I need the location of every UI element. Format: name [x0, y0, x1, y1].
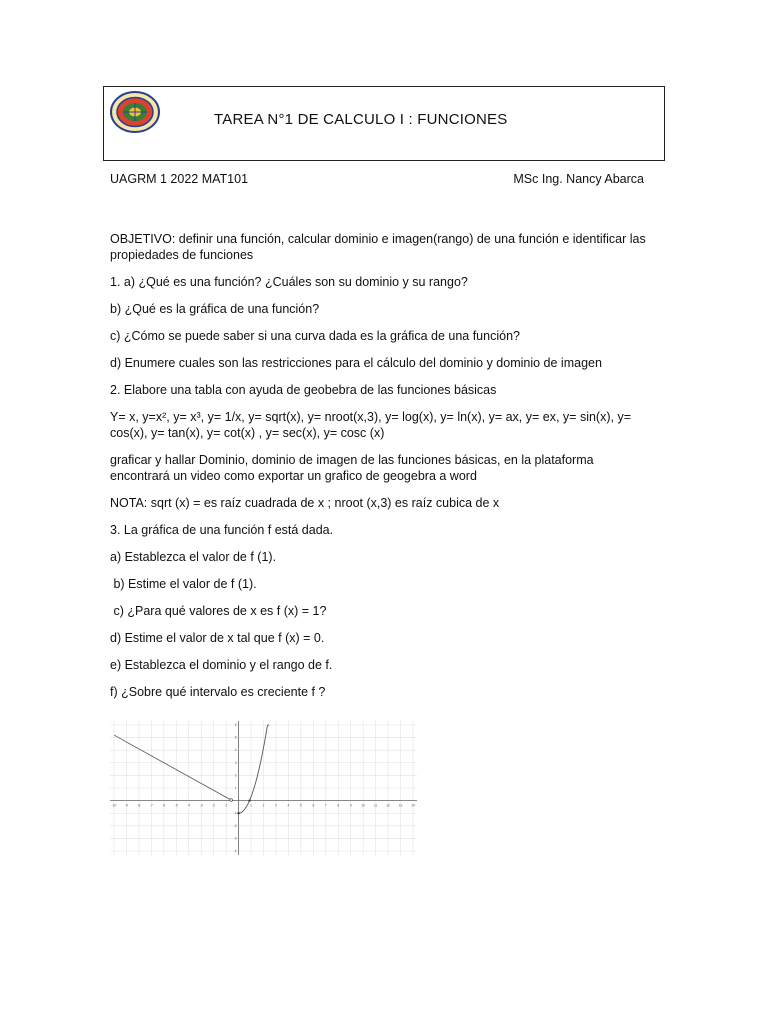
assignment-body: [110, 231, 650, 711]
x-tick-label: 4: [287, 803, 290, 808]
question-2: 2. Elabore una tabla con ayuda de geobebra de las funciones básicas: [110, 383, 497, 397]
x-tick-label: -6: [162, 803, 166, 808]
question-3d: d) Estime el valor de x tal que f (x) = 0.: [110, 631, 325, 645]
question-3a: a) Establezca el valor de f (1).: [110, 550, 277, 564]
question-3: 3. La gráfica de una función f está dada.: [110, 523, 334, 537]
x-tick-label: -4: [187, 803, 191, 808]
question-1d: d) Enumere cuales son las restricciones para el cálculo del dominio y dominio de imagen: [110, 356, 602, 370]
x-tick-label: 14: [411, 803, 415, 808]
note-paragraph: NOTA: sqrt (x) = es raíz cuadrada de x ; nroot (x,3) es raíz cubica de x: [110, 496, 500, 510]
x-tick-label: 5: [299, 803, 302, 808]
function-list: Y= x, y=x², y= x³, y= 1/x, y= sqrt(x), y= nroot(x,3), y= log(x), y= ln(x), y= ax, y= ex, y= sin(x), y= cos(x), y= tan(x), y= cot(x) , y= sec(x), y= cosc (x): [110, 410, 631, 440]
y-tick-label: -2: [233, 823, 237, 828]
question-1c: c) ¿Cómo se puede saber si una curva dada es la gráfica de una función?: [110, 329, 520, 343]
x-tick-label: 13: [398, 803, 403, 808]
question-1b: b) ¿Qué es la gráfica de una función?: [110, 302, 320, 316]
y-tick-label: 3: [234, 760, 237, 765]
header-box: [103, 86, 665, 161]
y-tick-label: -1: [233, 811, 237, 816]
x-tick-label: 11: [373, 803, 378, 808]
y-tick-label: 2: [234, 773, 237, 778]
x-tick-label: -3: [199, 803, 203, 808]
x-tick-label: 2: [262, 803, 265, 808]
x-tick-label: -2: [212, 803, 216, 808]
question-1a: 1. a) ¿Qué es una función? ¿Cuáles son su dominio y su rango?: [110, 275, 468, 289]
curve-branch: [239, 725, 270, 813]
question-3e: e) Establezca el dominio y el rango de f.: [110, 658, 333, 672]
question-3f: f) ¿Sobre qué intervalo es creciente f ?: [110, 685, 326, 699]
course-info: UAGRM 1 2022 MAT101: [110, 172, 249, 186]
function-graph: [110, 721, 417, 855]
objective-paragraph: OBJETIVO: definir una función, calcular dominio e imagen(rango) de una función e identificar las propiedades de funciones: [110, 232, 646, 262]
instructor-name: MSc Ing. Nancy Abarca: [513, 172, 644, 186]
y-tick-label: 6: [234, 723, 237, 727]
x-tick-label: 6: [312, 803, 315, 808]
x-tick-label: 3: [275, 803, 277, 808]
x-tick-label: -7: [149, 803, 153, 808]
document-title: TAREA N°1 DE CALCULO I : FUNCIONES: [214, 111, 508, 128]
y-tick-label: 5: [234, 735, 237, 740]
x-tick-label: -5: [174, 803, 178, 808]
x-tick-label: -8: [137, 803, 141, 808]
x-tick-label: 1: [250, 803, 252, 808]
y-tick-label: 4: [234, 748, 237, 753]
open-endpoint: [230, 799, 233, 802]
x-intercept-point: [248, 800, 250, 802]
university-seal-icon: [109, 90, 161, 134]
x-tick-label: 7: [324, 803, 327, 808]
y-tick-label: 1: [234, 786, 237, 790]
question-3c: c) ¿Para qué valores de x es f (x) = 1?: [110, 604, 327, 618]
question-3b: b) Estime el valor de f (1).: [110, 577, 257, 591]
y-tick-label: -4: [233, 849, 237, 853]
question-2-instructions: graficar y hallar Dominio, dominio de imagen de las funciones básicas, en la plataforma encontrará un video como exportar un grafico de geogebra a word: [110, 453, 594, 483]
x-tick-label: -9: [125, 803, 128, 808]
x-tick-label: 12: [386, 803, 390, 808]
x-tick-label: 10: [361, 803, 365, 808]
x-tick-label: -1: [224, 803, 228, 808]
closed-endpoint: [237, 812, 239, 814]
y-tick-label: -3: [233, 836, 237, 841]
x-tick-label: 8: [337, 803, 340, 808]
x-tick-label: -10: [111, 803, 117, 808]
x-tick-label: 9: [349, 803, 352, 808]
